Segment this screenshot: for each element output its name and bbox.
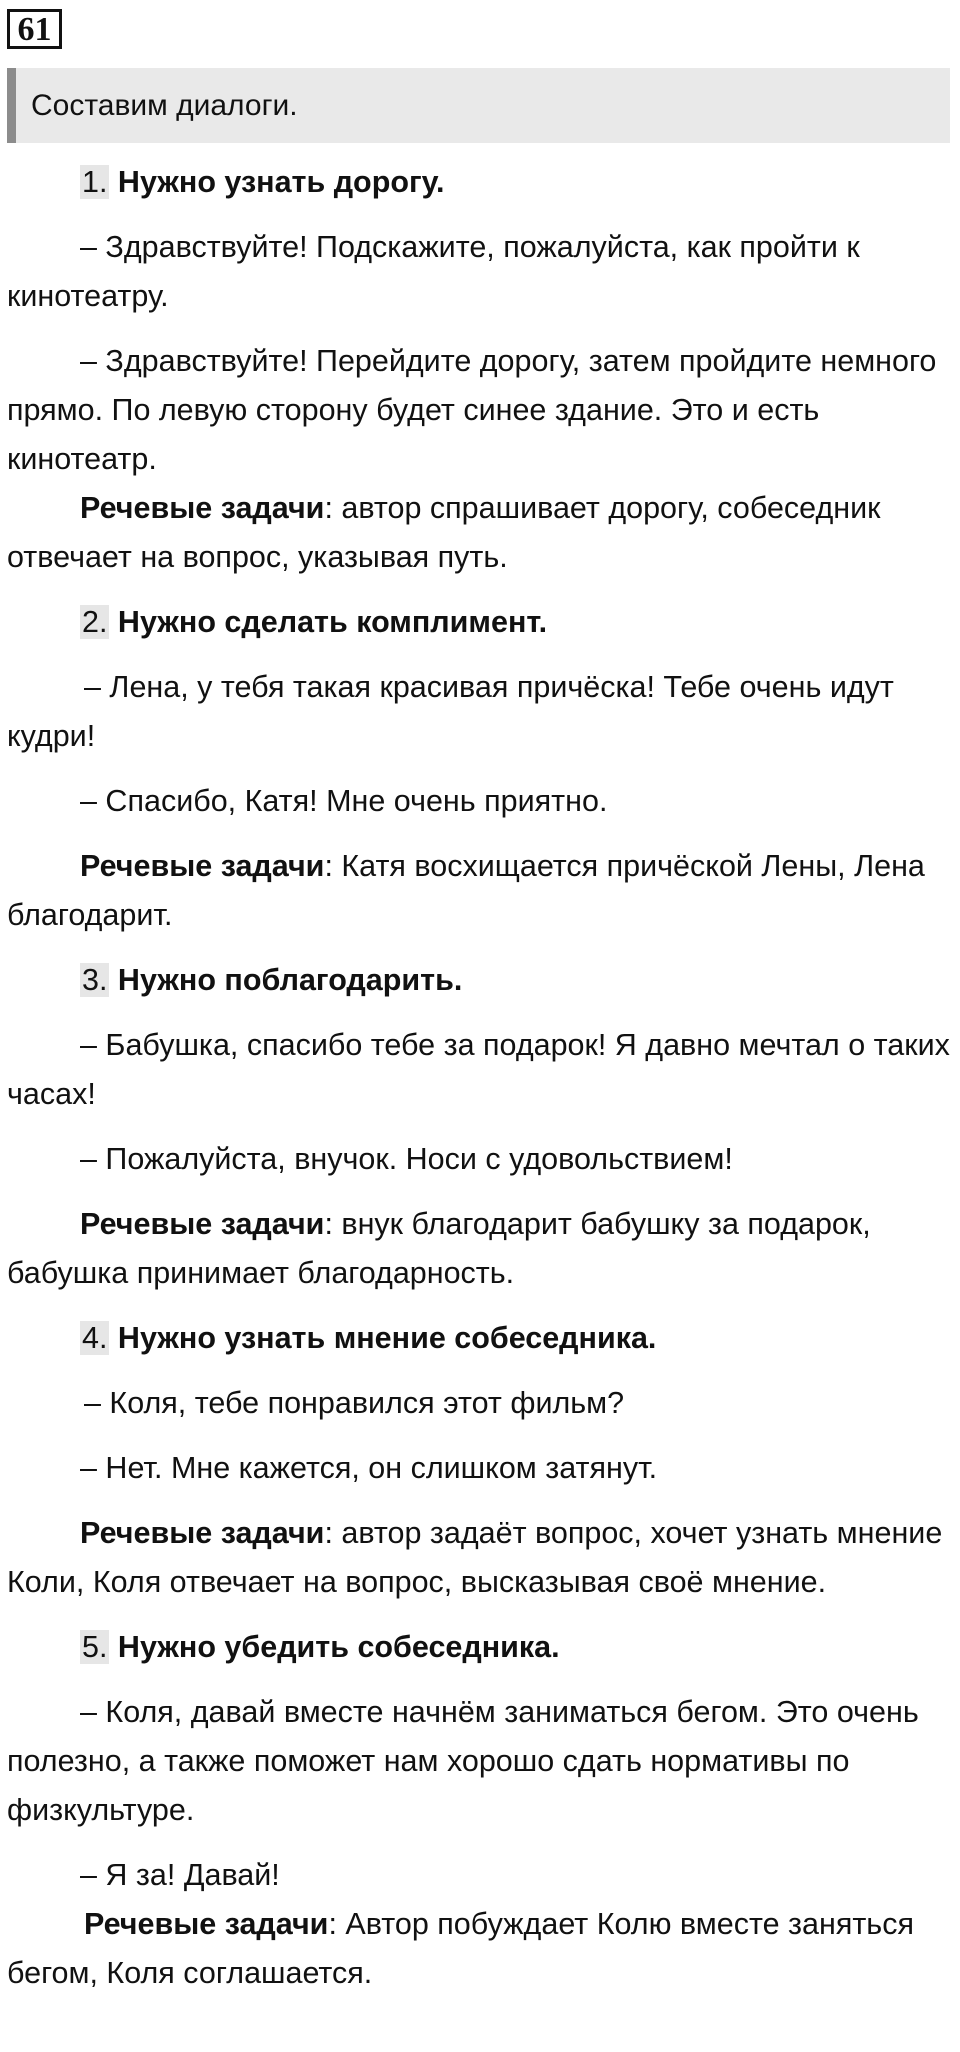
dialogue-line: – Коля, давай вместе начнём заниматься бегом. Это очень полезно, а также поможет нам хорошо сдать нормативы по физкультуре. <box>7 1695 919 1827</box>
dialogue-line: – Я за! Давай! <box>80 1858 280 1892</box>
section-title <box>7 1314 955 1363</box>
speech-tasks-label: Речевые задачи <box>80 1207 325 1241</box>
dialogue-line: – Лена, у тебя такая красивая причёска! Тебе очень идут кудри! <box>7 670 894 753</box>
speech-tasks <box>7 1200 955 1298</box>
section-title <box>7 598 955 647</box>
section-heading: Нужно узнать дорогу. <box>117 165 445 199</box>
speech-tasks-text: : автор задаёт вопрос, хочет узнать мнение Коли, Коля отвечает на вопрос, высказывая своё мнение. <box>7 1516 943 1599</box>
speech-tasks-label: Речевые задачи <box>80 491 325 525</box>
section-number: 2. <box>82 605 108 639</box>
task-header: Составим диалоги. <box>7 68 950 143</box>
speech-tasks-text: : автор спрашивает дорогу, собеседник отвечает на вопрос, указывая путь. <box>7 491 881 574</box>
section-number: 1. <box>82 165 108 199</box>
section-heading: Нужно сделать комплимент. <box>117 605 548 639</box>
speech-tasks-label: Речевые задачи <box>84 1907 329 1941</box>
dialogue-line: – Здравствуйте! Перейдите дорогу, затем пройдите немного прямо. По левую сторону будет синее здание. Это и есть кинотеатр. <box>7 344 937 476</box>
speech-tasks-label: Речевые задачи <box>80 849 325 883</box>
section-heading: Нужно убедить собеседника. <box>117 1630 560 1664</box>
dialogue-line: – Бабушка, спасибо тебе за подарок! Я давно мечтал о таких часах! <box>7 1028 950 1111</box>
speech-tasks-text: : Автор побуждает Колю вместе заняться бегом, Коля соглашается. <box>7 1907 914 1990</box>
section-title <box>7 158 955 207</box>
task-number-badge: 61 <box>7 9 62 49</box>
dialogue-line: – Пожалуйста, внучок. Носи с удовольствием! <box>80 1142 733 1176</box>
dialogue-line: – Здравствуйте! Подскажите, пожалуйста, как пройти к кинотеатру. <box>7 230 860 313</box>
speech-tasks-text: : внук благодарит бабушку за подарок, бабушка принимает благодарность. <box>7 1207 871 1290</box>
section-number: 3. <box>82 963 108 997</box>
speech-tasks-label: Речевые задачи <box>80 1516 325 1550</box>
speech-tasks <box>7 1509 955 1607</box>
speech-tasks <box>7 484 955 582</box>
section-number: 5. <box>82 1630 108 1664</box>
speech-tasks <box>7 1900 955 1998</box>
section-number: 4. <box>82 1321 108 1355</box>
dialogue-line: – Нет. Мне кажется, он слишком затянут. <box>80 1451 658 1485</box>
section-title <box>7 1623 955 1672</box>
section-title <box>7 956 955 1005</box>
section-heading: Нужно поблагодарить. <box>117 963 463 997</box>
dialogue-content <box>7 158 955 1998</box>
speech-tasks <box>7 842 955 940</box>
dialogue-line: – Коля, тебе понравился этот фильм? <box>84 1386 625 1420</box>
dialogue-line: – Спасибо, Катя! Мне очень приятно. <box>80 784 608 818</box>
section-heading: Нужно узнать мнение собеседника. <box>117 1321 657 1355</box>
speech-tasks-text: : Катя восхищается причёской Лены, Лена благодарит. <box>7 849 925 932</box>
